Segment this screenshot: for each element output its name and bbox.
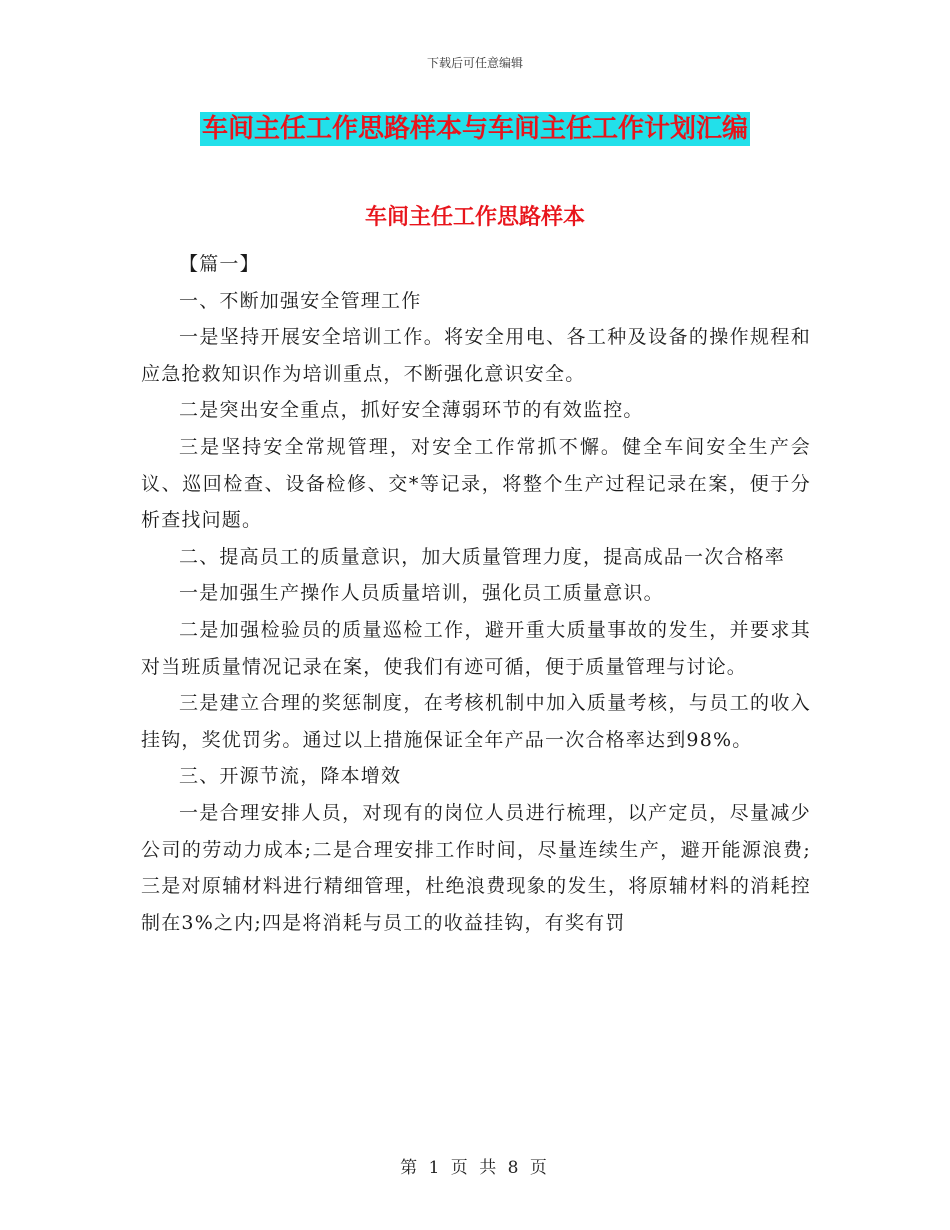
doc-title-wrap bbox=[0, 112, 950, 146]
paragraph: 一是合理安排人员，对现有的岗位人员进行梳理，以产定员，尽量减少公司的劳动力成本;二是合理安排工作时间，尽量连续生产，避开能源浪费;三是对原辅材料进行精细管理，杜绝浪费现象的发生，将原辅材料的消耗控制在3%之内;四是将消耗与员工的收益挂钩，有奖有罚 bbox=[141, 801, 811, 934]
paragraph: 三、开源节流，降本增效 bbox=[179, 765, 402, 788]
document-body bbox=[141, 246, 811, 941]
paragraph: 二是加强检验员的质量巡检工作，避开重大质量事故的发生，并要求其对当班质量情况记录在案，使我们有迹可循，便于质量管理与讨论。 bbox=[141, 618, 811, 678]
paragraph: 一、不断加强安全管理工作 bbox=[179, 289, 422, 312]
paragraph: 一是坚持开展安全培训工作。将安全用电、各工种及设备的操作规程和应急抢救知识作为培训重点，不断强化意识安全。 bbox=[141, 326, 811, 385]
paragraph: 【篇一】 bbox=[179, 253, 260, 275]
section-title: 车间主任工作思路样本 bbox=[364, 205, 585, 230]
paragraph: 二、提高员工的质量意识，加大质量管理力度，提高成品一次合格率 bbox=[179, 545, 786, 568]
header-note: 下载后可任意编辑 bbox=[426, 56, 523, 70]
paragraph: 三是坚持安全常规管理，对安全工作常抓不懈。健全车间安全生产会议、巡回检查、设备检修、交*等记录，将整个生产过程记录在案，便于分析查找问题。 bbox=[141, 435, 811, 532]
page-footer: 第 1 页 共 8 页 bbox=[400, 1158, 550, 1178]
doc-title: 车间主任工作思路样本与车间主任工作计划汇编 bbox=[201, 114, 748, 144]
paragraph: 二是突出安全重点，抓好安全薄弱环节的有效监控。 bbox=[179, 399, 644, 422]
paragraph: 一是加强生产操作人员质量培训，强化员工质量意识。 bbox=[179, 582, 664, 605]
paragraph: 三是建立合理的奖惩制度，在考核机制中加入质量考核，与员工的收入挂钩，奖优罚劣。通过以上措施保证全年产品一次合格率达到98%。 bbox=[141, 692, 811, 751]
